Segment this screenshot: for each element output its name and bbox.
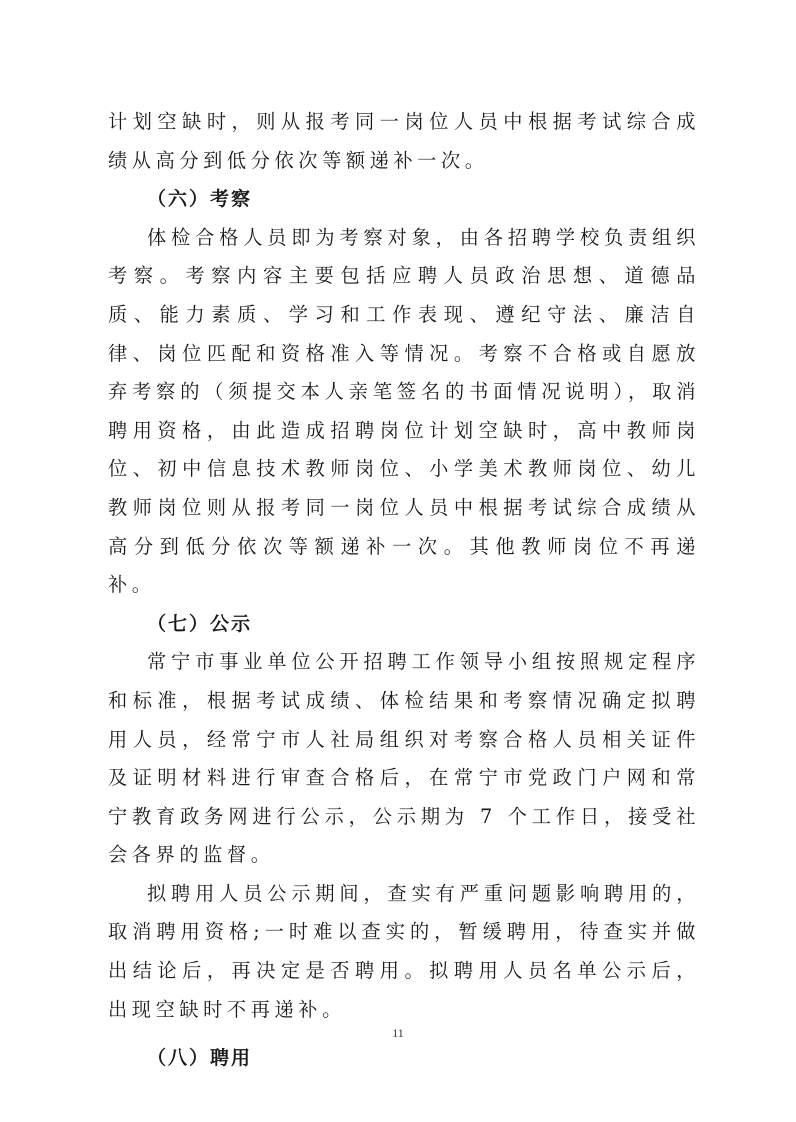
document-body [108, 103, 700, 1078]
section-heading-inspection: （六）考察 [147, 188, 253, 211]
section-heading-publicity: （七）公示 [147, 612, 253, 635]
publicity-paragraph-2: 拟聘用人员公示期间，查实有严重问题影响聘用的，取消聘用资格;一时难以查实的，暂缓聘用，待查实并做出结论后，再决定是否聘用。拟聘用人员名单公示后，出现空缺时不再递补。 [108, 881, 700, 1021]
inspection-paragraph: 体检合格人员即为考察对象，由各招聘学校负责组织考察。考察内容主要包括应聘人员政治思想、道德品质、能力素质、学习和工作表现、遵纪守法、廉洁自律、岗位匹配和资格准入等情况。考察不合格或自愿放弃考察的（须提交本人亲笔签名的书面情况说明），取消聘用资格，由此造成招聘岗位计划空缺时，高中教师岗位、初中信息技术教师岗位、小学美术教师岗位、幼儿教师岗位则从报考同一岗位人员中根据考试综合成绩从高分到低分依次等额递补一次。其他教师岗位不再递补。 [108, 225, 700, 597]
continuation-paragraph: 计划空缺时，则从报考同一岗位人员中根据考试综合成绩从高分到低分依次等额递补一次。 [108, 110, 700, 172]
publicity-paragraph-1: 常宁市事业单位公开招聘工作领导小组按照规定程序和标准，根据考试成绩、体检结果和考察情况确定拟聘用人员，经常宁市人社局组织对考察合格人员相关证件及证明材料进行审查合格后，在常宁市党政门户网和常宁教育政务网进行公示，公示期为 7 个工作日，接受社会各界的监督。 [108, 650, 700, 867]
page-number: 11 [392, 1026, 404, 1040]
section-heading-employment: （八）聘用 [147, 1047, 253, 1070]
